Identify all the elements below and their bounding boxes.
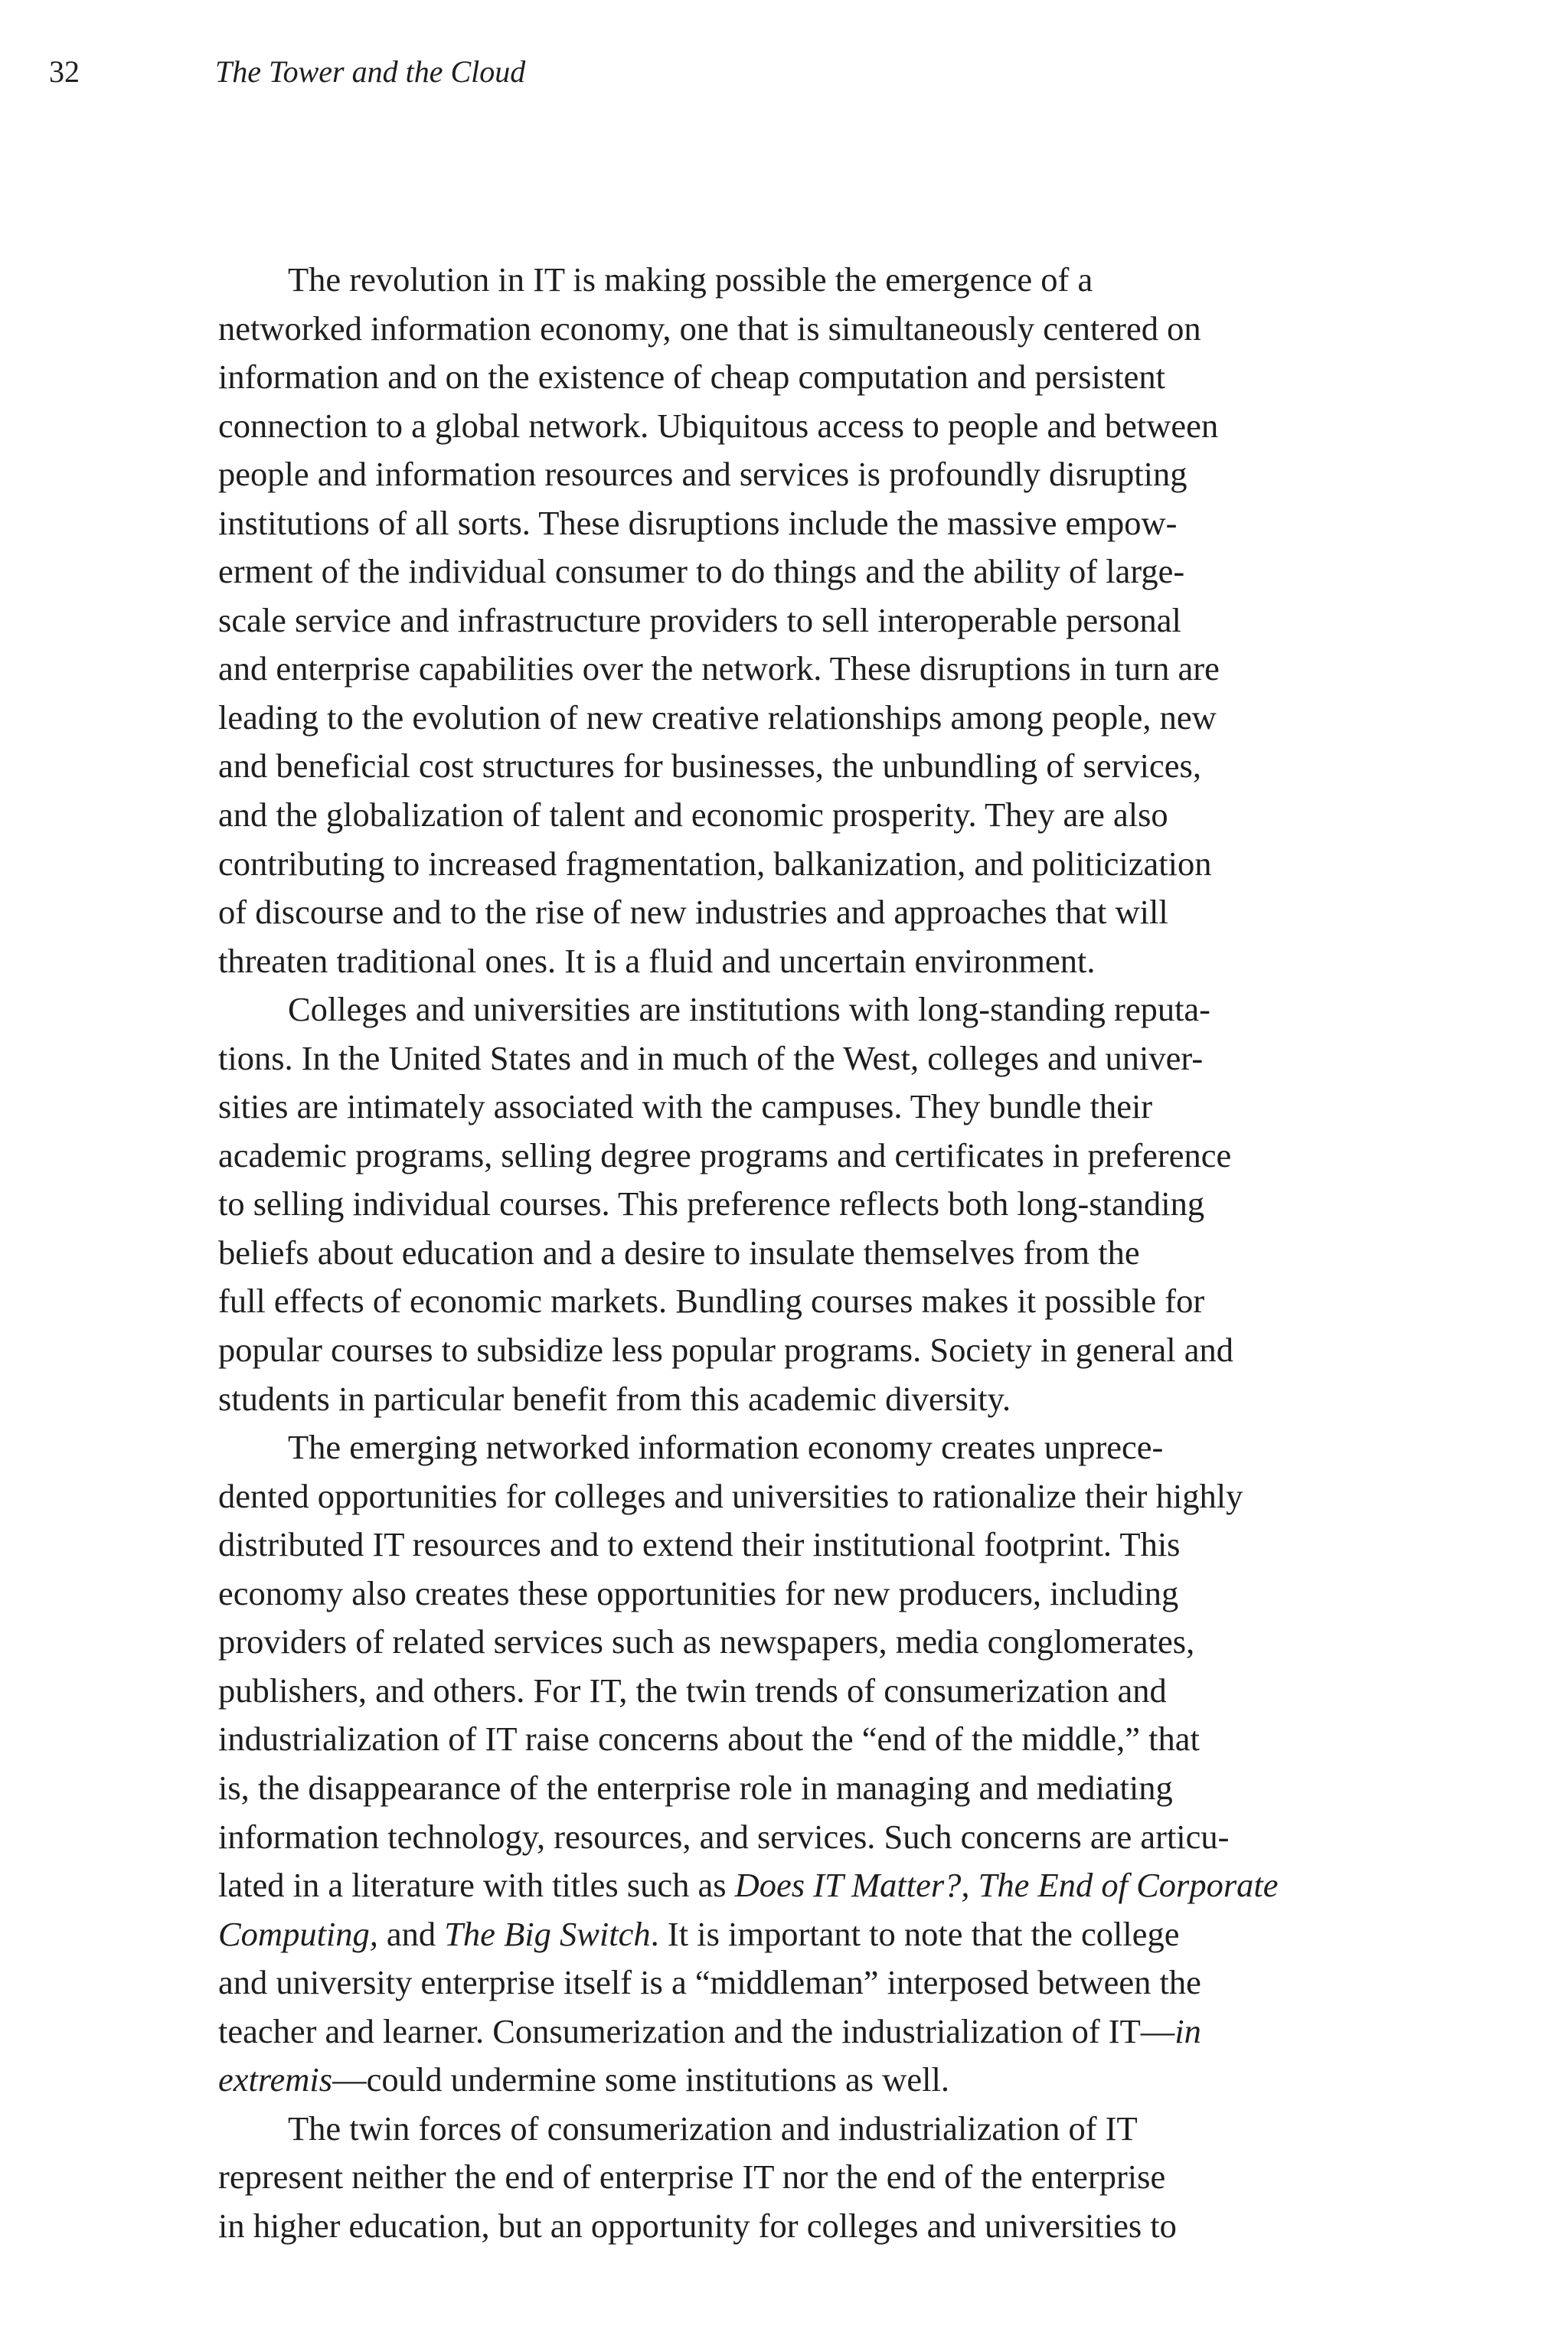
text-line [218, 2202, 1351, 2251]
text-segment: contributing to increased fragmentation, balkanization, and politicization [218, 844, 1212, 883]
text-line [218, 645, 1351, 694]
text-segment: and enterprise capabilities over the network. These disruptions in turn are [218, 649, 1220, 688]
text-line [218, 742, 1351, 791]
text-line [218, 694, 1351, 743]
text-line [218, 305, 1351, 354]
text-segment: to selling individual courses. This preference reflects both long-standing [218, 1184, 1205, 1223]
text-line [218, 2007, 1351, 2056]
text-segment: academic programs, selling degree programs and certificates in preference [218, 1135, 1232, 1174]
text-line [218, 547, 1351, 596]
text-line [218, 1326, 1351, 1375]
text-line [218, 1229, 1351, 1278]
text-line [218, 402, 1351, 451]
page-number: 32 [49, 54, 80, 89]
text-line [218, 499, 1351, 548]
text-segment: in higher education, but an opportunity for colleges and universities to [218, 2206, 1177, 2245]
paragraph-first-line [218, 256, 1351, 305]
text-segment: institutions of all sorts. These disruptions include the massive empow- [218, 503, 1178, 542]
text-segment: full effects of economic markets. Bundling courses makes it possible for [218, 1282, 1205, 1321]
italic-text: extremis [218, 2060, 333, 2099]
text-line [218, 1277, 1351, 1326]
text-segment: teacher and learner. Consumerization and the industrialization of IT— [218, 2011, 1175, 2050]
text-line [218, 2153, 1351, 2202]
text-segment: students in particular benefit from this academic diversity. [218, 1379, 1011, 1418]
text-segment: tions. In the United States and in much of the West, colleges and univer- [218, 1038, 1204, 1077]
text-segment: connection to a global network. Ubiquitous access to people and between [218, 406, 1219, 445]
text-segment: industrialization of IT raise concerns about the “end of the middle,” that [218, 1720, 1200, 1759]
text-line [218, 1958, 1351, 2007]
italic-text: Does IT Matter?, The End of Corporate [734, 1866, 1279, 1905]
text-segment: The emerging networked information economy creates unprece- [288, 1428, 1164, 1467]
text-segment: lated in a literature with titles such as [218, 1866, 727, 1905]
text-line [218, 1180, 1351, 1229]
text-line [218, 1667, 1351, 1716]
text-segment: popular courses to subsidize less popular programs. Society in general and [218, 1331, 1234, 1370]
text-line [218, 1715, 1351, 1764]
text-segment: is, the disappearance of the enterprise role in managing and mediating [218, 1768, 1173, 1807]
text-segment: economy also creates these opportunities for new producers, including [218, 1573, 1179, 1612]
text-line [218, 1132, 1351, 1181]
paragraph-first-line [218, 1423, 1351, 1472]
italic-text: in [1174, 2011, 1201, 2050]
text-segment: beliefs about education and a desire to insulate themselves from the [218, 1233, 1140, 1272]
text-line [218, 450, 1351, 499]
text-segment: . It is important to note that the college [650, 1914, 1180, 1953]
text-segment: represent neither the end of enterprise IT nor the end of the enterprise [218, 2158, 1166, 2197]
text-segment: networked information economy, one that is simultaneously centered on [218, 309, 1201, 348]
text-line [218, 1618, 1351, 1667]
text-segment: scale service and infrastructure providers to sell interoperable personal [218, 600, 1181, 639]
paragraph-first-line [218, 985, 1351, 1034]
text-line [218, 791, 1351, 840]
text-line [218, 888, 1351, 937]
italic-text: The Big Switch [444, 1914, 651, 1953]
text-segment: people and information resources and services is profoundly disrupting [218, 455, 1187, 494]
text-segment: information technology, resources, and services. Such concerns are articu- [218, 1817, 1230, 1856]
book-title: The Tower and the Cloud [215, 54, 526, 89]
text-segment: dented opportunities for colleges and universities to rationalize their highly [218, 1476, 1243, 1515]
text-line [218, 1813, 1351, 1862]
body-text [218, 256, 1351, 2250]
text-segment: and the globalization of talent and economic prosperity. They are also [218, 795, 1168, 835]
text-segment: erment of the individual consumer to do things and the ability of large- [218, 552, 1185, 591]
text-segment: and [386, 1914, 436, 1953]
text-line [218, 1861, 1351, 1910]
text-line [218, 1521, 1351, 1570]
text-line [218, 596, 1351, 645]
text-segment: publishers, and others. For IT, the twin trends of consumerization and [218, 1671, 1167, 1710]
text-line [218, 937, 1351, 986]
text-segment: distributed IT resources and to extend their institutional footprint. This [218, 1525, 1181, 1564]
text-line [218, 1910, 1351, 1959]
text-segment: The twin forces of consumerization and industrialization of IT [288, 2109, 1138, 2148]
text-segment: information and on the existence of cheap computation and persistent [218, 358, 1165, 397]
text-segment: of discourse and to the rise of new industries and approaches that will [218, 893, 1168, 932]
text-line [218, 1083, 1351, 1132]
italic-text: Computing, [218, 1914, 378, 1953]
text-line [218, 2056, 1351, 2105]
text-line [218, 1034, 1351, 1083]
text-segment: providers of related services such as newspapers, media conglomerates, [218, 1622, 1195, 1661]
text-line [218, 1570, 1351, 1619]
text-segment: and university enterprise itself is a “middleman” interposed between the [218, 1963, 1201, 2002]
text-segment: and beneficial cost structures for businesses, the unbundling of services, [218, 746, 1201, 786]
text-segment: Colleges and universities are institutions with long-standing reputa- [288, 990, 1210, 1029]
text-line [218, 1764, 1351, 1813]
text-segment: leading to the evolution of new creative relationships among people, new [218, 697, 1217, 737]
text-segment: The revolution in IT is making possible the emergence of a [288, 260, 1093, 299]
paragraph-first-line [218, 2105, 1351, 2154]
text-line [218, 1375, 1351, 1424]
text-line [218, 1472, 1351, 1521]
running-head [0, 49, 1568, 95]
text-line [218, 353, 1351, 402]
text-line [218, 840, 1351, 889]
text-segment: sities are intimately associated with the campuses. They bundle their [218, 1087, 1153, 1126]
text-segment: —could undermine some institutions as well. [332, 2060, 949, 2099]
text-segment: threaten traditional ones. It is a fluid and uncertain environment. [218, 941, 1096, 980]
